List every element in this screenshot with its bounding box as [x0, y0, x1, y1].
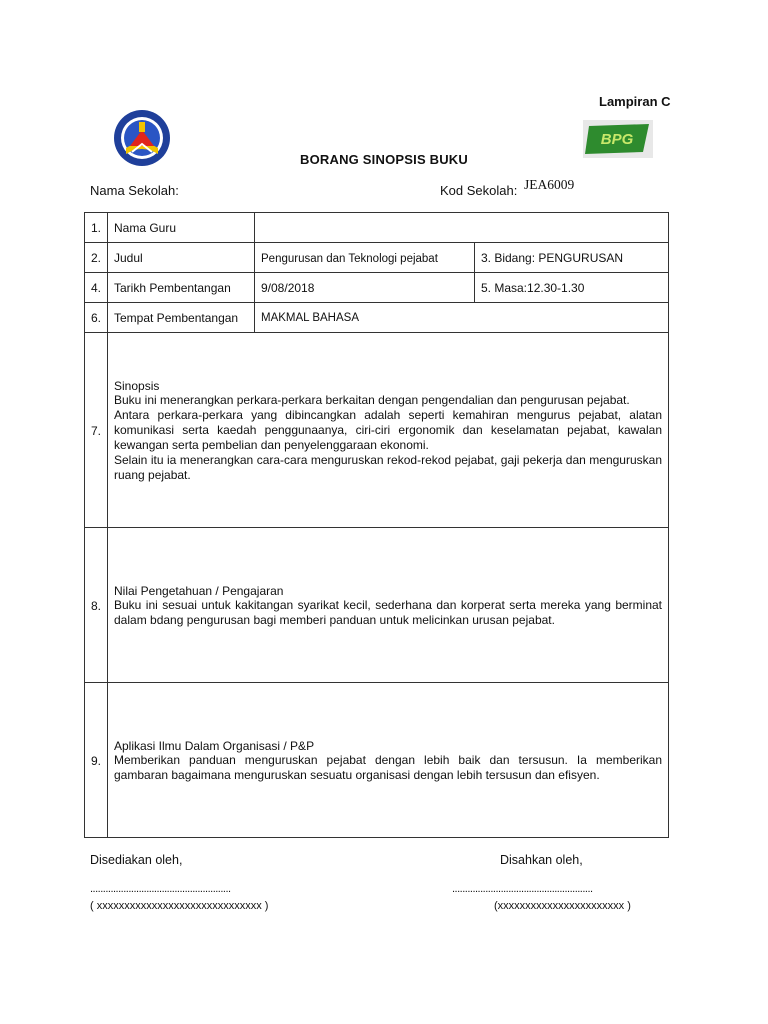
synopsis-form-table — [84, 212, 669, 838]
field-bidang[interactable]: 3. Bidang: PENGURUSAN — [475, 243, 669, 273]
field-tarikh[interactable]: 9/08/2018 — [255, 273, 475, 303]
field-judul[interactable]: Pengurusan dan Teknologi pejabat — [255, 243, 475, 273]
signature-line-right[interactable]: ....................................................... — [452, 883, 593, 895]
field-masa[interactable]: 5. Masa:12.30-1.30 — [475, 273, 669, 303]
sinopsis-paragraph: Selain itu ia menerangkan cara-cara menguruskan rekod-rekod pejabat, gaji pekerja dan menguruskan ruang pejabat. — [114, 453, 662, 482]
row-number: 6. — [85, 303, 108, 333]
row-number: 8. — [85, 528, 108, 683]
aplikasi-title: Aplikasi Ilmu Dalam Organisasi / P&P — [114, 739, 315, 753]
label-tempat: Tempat Pembentangan — [108, 303, 255, 333]
lampiran-label: Lampiran C — [599, 94, 671, 109]
aplikasi-paragraph: Memberikan panduan menguruskan pejabat dengan lebih baik dan tersusun. Ia memberikan gambaran bagaimana menguruskan sesuatu organisasi dengan lebih tersusun dan efisyen. — [114, 753, 662, 782]
field-nilai[interactable] — [108, 528, 669, 683]
row-judul — [85, 243, 669, 273]
signatory-name-left: ( xxxxxxxxxxxxxxxxxxxxxxxxxxxxxx ) — [90, 900, 269, 912]
row-sinopsis — [85, 333, 669, 528]
field-tempat[interactable]: MAKMAL BAHASA — [255, 303, 669, 333]
row-tempat — [85, 303, 669, 333]
bpg-logo-text: BPG — [600, 131, 634, 148]
label-tarikh: Tarikh Pembentangan — [108, 273, 255, 303]
disahkan-label: Disahkan oleh, — [500, 853, 583, 867]
disediakan-label: Disediakan oleh, — [90, 853, 183, 867]
row-nama-guru — [85, 213, 669, 243]
label-nama-guru: Nama Guru — [108, 213, 255, 243]
field-aplikasi[interactable] — [108, 683, 669, 838]
row-number: 9. — [85, 683, 108, 838]
field-nama-guru[interactable] — [255, 213, 669, 243]
nama-sekolah-label: Nama Sekolah: — [90, 183, 179, 198]
label-judul: Judul — [108, 243, 255, 273]
signature-line-left[interactable]: ....................................................... — [90, 883, 231, 895]
signatory-name-right: (xxxxxxxxxxxxxxxxxxxxxxx ) — [494, 900, 631, 912]
sinopsis-title: Sinopsis — [114, 379, 160, 393]
form-title: BORANG SINOPSIS BUKU — [300, 152, 468, 167]
row-aplikasi — [85, 683, 669, 838]
row-number: 1. — [85, 213, 108, 243]
kod-sekolah-value[interactable]: JEA6009 — [524, 177, 575, 192]
row-number: 7. — [85, 333, 108, 528]
row-nilai — [85, 528, 669, 683]
row-number: 2. — [85, 243, 108, 273]
row-number: 4. — [85, 273, 108, 303]
sinopsis-paragraph: Antara perkara-perkara yang dibincangkan adalah seperti kemahiran mengurus pejabat, alatan komunikasi serta kaedah penggunaanya, ciri-ciri ergonomik dan keselamatan pejabat, kawalan kewangan serta pembelian dan penyelenggaraan ekonomi. — [114, 408, 662, 452]
nilai-paragraph: Buku ini sesuai untuk kakitangan syarikat kecil, sederhana dan korperat serta mereka yang berminat dalam bdang pengurusan bagi memberi panduan untuk melicinkan urusan pejabat. — [114, 598, 662, 627]
kod-sekolah-label: Kod Sekolah: — [440, 183, 518, 198]
field-sinopsis[interactable] — [108, 333, 669, 528]
row-tarikh — [85, 273, 669, 303]
sinopsis-paragraph: Buku ini menerangkan perkara-perkara berkaitan dengan pengendalian dan pengurusan pejabat. — [114, 393, 630, 407]
nilai-title: Nilai Pengetahuan / Pengajaran — [114, 584, 284, 598]
